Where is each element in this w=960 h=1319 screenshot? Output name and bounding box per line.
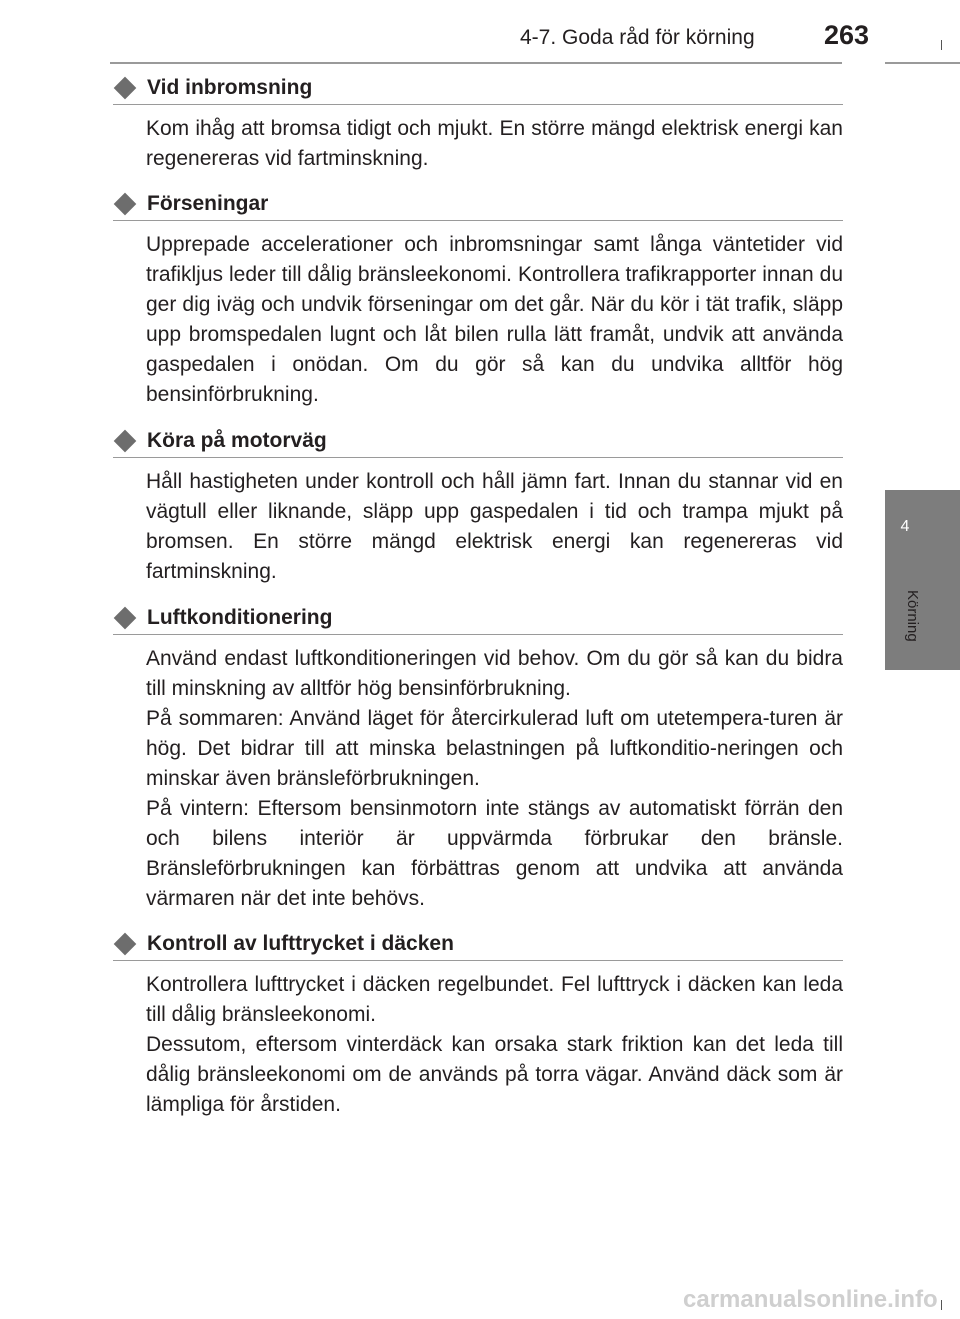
page-number: 263 [824,20,870,50]
chapter-number: 4 [900,518,910,535]
diamond-bullet-icon [114,430,137,453]
section-vid-inbromsning [113,72,843,174]
watermark-text: carmanualsonline.info [683,1286,938,1313]
section-paragraph: På vintern: Eftersom bensinmotorn inte stängs av automatiskt förrän den och bilens interiör är uppvärmda förbrukar den bränsle. Bränsleförbrukningen kan förbättras genom att undvika att använda värmaren när det inte behövs. [146,797,843,910]
section-kora-pa-motorvag [113,425,843,587]
diamond-bullet-icon [114,77,137,100]
section-forseningar [113,188,843,410]
crop-mark-top [941,40,942,50]
chapter-tab [885,490,960,670]
section-title: Luftkonditionering [147,606,333,629]
crop-mark-bottom [941,1300,942,1310]
section-title: Förseningar [147,192,269,215]
section-heading [113,928,843,961]
section-title: Köra på motorväg [147,429,327,452]
section-paragraph: På sommaren: Använd läget för återcirkulerad luft om utetempera-turen är hög. Det bidrar till att minska belastningen på luftkonditio-neringen och minskar även bränsleförbrukningen. [146,707,843,790]
section-paragraph: Kom ihåg att bromsa tidigt och mjukt. En större mängd elektrisk energi kan regenereras vid fartminskning. [146,117,843,170]
section-paragraph: Upprepade accelerationer och inbromsningar samt långa väntetider vid trafikljus leder till dålig bränsleekonomi. Kontrollera trafikrapporter innan du ger dig iväg och undvik förseningar om det går. När du kör i tät trafik, släpp upp bromspedalen lugnt och låt bilen rulla lätt framåt, undvik att använda gaspedalen i onödan. Om du gör så kan du undvika alltför hög bensinförbrukning. [146,233,843,406]
section-luftkonditionering [113,602,843,914]
section-heading [113,72,843,105]
section-paragraph: Använd endast luftkonditioneringen vid behov. Om du gör så kan du bidra till minskning av alltför hög bensinförbrukning. [146,647,843,700]
chapter-label: Körning [904,590,921,642]
section-heading [113,188,843,221]
running-header-title: 4-7. Goda råd för körning [520,26,755,49]
section-heading [113,602,843,635]
section-paragraph: Håll hastigheten under kontroll och håll jämn fart. Innan du stannar vid en vägtull eller liknande, släpp upp gaspedalen i tid och trampa mjukt på bromsen. En större mängd elektrisk energi kan regenereras vid fartminskning. [146,470,843,583]
header-divider-right [885,62,960,64]
diamond-bullet-icon [114,193,137,216]
section-title: Kontroll av lufttrycket i däcken [147,932,454,955]
header-divider [110,62,842,64]
section-kontroll-av-lufttrycket [113,928,843,1120]
section-heading [113,425,843,458]
diamond-bullet-icon [114,607,137,630]
section-paragraph: Dessutom, eftersom vinterdäck kan orsaka stark friktion kan det leda till dålig bränsleekonomi om de används på torra vägar. Använd däck som är lämpliga för årstiden. [146,1033,843,1116]
diamond-bullet-icon [114,933,137,956]
section-paragraph: Kontrollera lufttrycket i däcken regelbundet. Fel lufttryck i däcken kan leda till dålig bränsleekonomi. [146,973,843,1026]
section-title: Vid inbromsning [147,76,313,99]
